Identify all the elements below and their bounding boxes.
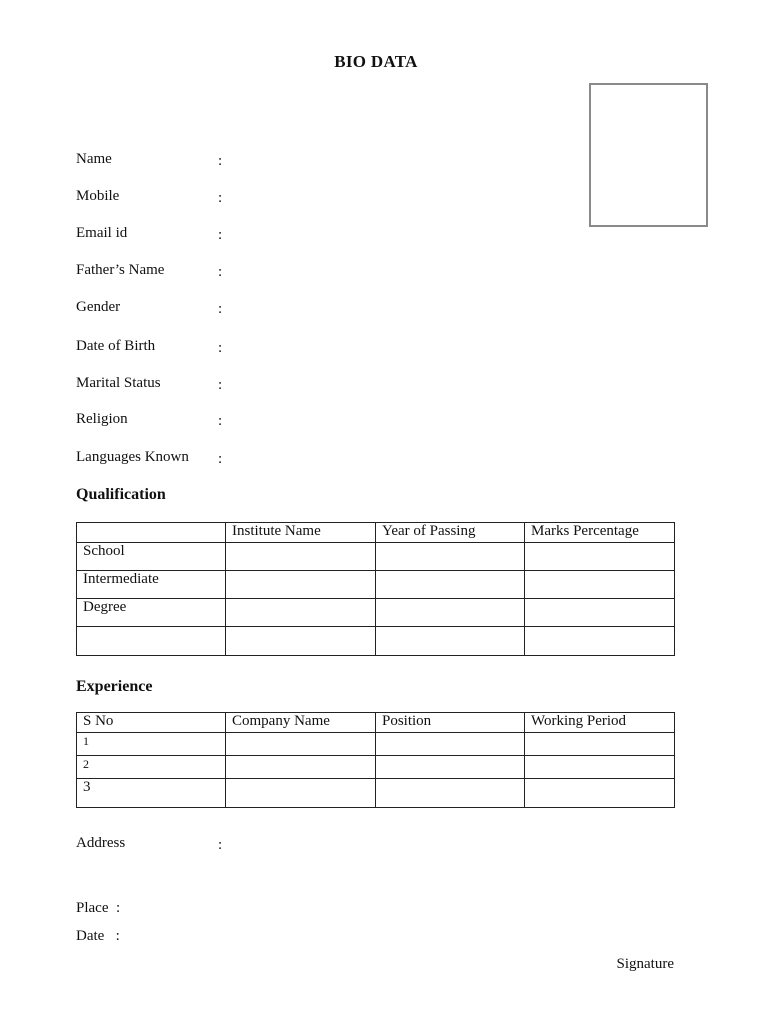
experience-serial-number: 1 [77,733,226,756]
table-cell [525,733,675,756]
qualification-row-label: School [77,543,226,571]
experience-serial-number: 3 [77,779,226,808]
field-colon-languages-known: : [218,451,223,467]
table-cell [226,779,376,808]
field-label-marital-status: Marital Status [76,375,161,391]
table-cell [376,627,525,656]
table-cell [376,756,525,779]
field-label-name: Name [76,151,112,167]
table-cell [226,571,376,599]
field-colon-fathers-name: : [218,264,223,280]
qualification-row-label [77,627,226,656]
place-label: Place : [76,900,121,916]
table-row [77,756,675,779]
qualification-row-label: Intermediate [77,571,226,599]
table-cell [226,756,376,779]
table-row [77,543,675,571]
field-label-date-of-birth: Date of Birth [76,338,156,354]
field-label-gender: Gender [76,299,121,315]
qualification-column-header: Institute Name [226,523,376,543]
table-cell [525,756,675,779]
table-cell [376,733,525,756]
field-colon-gender: : [218,301,223,317]
experience-serial-number: 2 [77,756,226,779]
field-colon-name: : [218,153,223,169]
qualification-row-label: Degree [77,599,226,627]
address-label: Address [76,835,126,851]
field-label-mobile: Mobile [76,188,120,204]
table-cell [525,627,675,656]
table-cell [226,627,376,656]
table-cell [525,543,675,571]
field-colon-date-of-birth: : [218,340,223,356]
table-cell [525,779,675,808]
table-row [77,733,675,756]
photo-placeholder-box [589,83,708,227]
address-colon: : [218,837,223,853]
table-cell [376,571,525,599]
experience-heading: Experience [76,678,153,695]
table-row [77,779,675,808]
field-colon-mobile: : [218,190,223,206]
experience-header-row [77,713,675,733]
field-colon-marital-status: : [218,377,223,393]
qualification-column-header: Marks Percentage [525,523,675,543]
experience-column-header: S No [77,713,226,733]
field-label-languages-known: Languages Known [76,449,189,465]
field-colon-religion: : [218,413,223,429]
experience-table [76,712,675,808]
qualification-header-row [77,523,675,543]
experience-column-header: Position [376,713,525,733]
signature-label: Signature [616,956,674,972]
table-row [77,627,675,656]
page-title: BIO DATA [334,52,418,71]
qualification-column-header [77,523,226,543]
field-label-email: Email id [76,225,128,241]
table-cell [376,599,525,627]
table-row [77,571,675,599]
table-cell [226,733,376,756]
table-cell [226,543,376,571]
table-cell [376,543,525,571]
experience-column-header: Working Period [525,713,675,733]
qualification-heading: Qualification [76,486,166,503]
qualification-table [76,522,675,656]
experience-column-header: Company Name [226,713,376,733]
table-cell [226,599,376,627]
date-label: Date : [76,928,120,944]
qualification-column-header: Year of Passing [376,523,525,543]
table-cell [376,779,525,808]
field-label-fathers-name: Father’s Name [76,262,165,278]
field-colon-email: : [218,227,223,243]
table-cell [525,571,675,599]
table-row [77,599,675,627]
table-cell [525,599,675,627]
field-label-religion: Religion [76,411,128,427]
